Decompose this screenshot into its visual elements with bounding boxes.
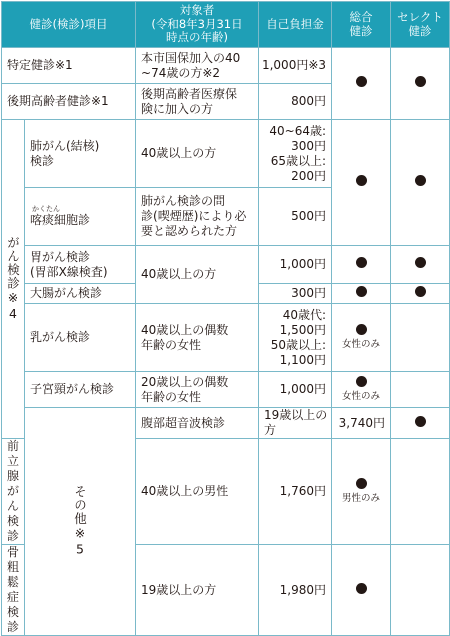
fee-cervical: 1,000円 [259, 372, 332, 408]
header-item: 健診(検診)項目 [2, 2, 136, 48]
fee-lung: 40~64歳: 300円 65歳以上: 200円 [259, 120, 332, 188]
checkup-table [1, 1, 450, 636]
fee-kouki: 800円 [259, 84, 332, 120]
mark-sogo-colon [332, 284, 391, 304]
target-tokutei: 本市国保加入の40 ~74歳の方※2 [136, 48, 259, 84]
target-abdomen: 19歳以上の方 [259, 408, 332, 439]
target-prostate: 40歳以上の男性 [136, 439, 259, 545]
category-cancer: がん検診※4 [2, 120, 25, 439]
mark-sogo-tokutei [332, 48, 391, 120]
dot-mark [356, 376, 367, 387]
item-breast: 乳がん検診 [25, 304, 136, 372]
fee-breast: 40歳代: 1,500円 50歳以上: 1,100円 [259, 304, 332, 372]
table-row-cervical [2, 372, 450, 408]
item-prostate: 前立腺がん検診 [2, 439, 25, 545]
fee-bone: 1,980円 [259, 545, 332, 636]
target-sputum: 肺がん検診の問 診(喫煙歴)により必 要と認められた方 [136, 188, 259, 246]
item-stomach: 胃がん検診 (胃部X線検査) [25, 246, 136, 284]
mark-sogo-breast: 女性のみ [332, 304, 391, 372]
item-kouki: 後期高齢者健診※1 [2, 84, 136, 120]
dot-mark [356, 76, 367, 87]
dot-mark [415, 257, 426, 268]
item-sputum: かくたん 喀痰細胞診 [25, 188, 136, 246]
dot-mark [415, 416, 426, 427]
mark-select-prostate [391, 439, 450, 545]
mark-select-stomach [391, 246, 450, 284]
table-row-breast [2, 304, 450, 372]
mark-sogo-cervical: 女性のみ [332, 372, 391, 408]
header-sogo: 総合 健診 [332, 2, 391, 48]
dot-mark [356, 583, 367, 594]
item-bone: 骨粗鬆症検診 [2, 545, 25, 636]
target-bone: 19歳以上の方 [136, 545, 259, 636]
mark-select-tokutei [391, 48, 450, 120]
mark-select-lung [391, 120, 450, 246]
fee-colon: 300円 [259, 284, 332, 304]
table-row-abdomen [2, 408, 450, 439]
target-stomach-colon: 40歳以上の方 [136, 246, 259, 304]
item-abdomen: 腹部超音波検診 [136, 408, 259, 439]
fee-prostate: 1,760円 [259, 439, 332, 545]
mark-sogo-bone [332, 545, 391, 636]
item-tokutei: 特定健診※1 [2, 48, 136, 84]
header-row [2, 2, 450, 48]
fee-stomach: 1,000円 [259, 246, 332, 284]
header-fee: 自己負担金 [259, 2, 332, 48]
mark-sogo-lung [332, 120, 391, 246]
header-target: 対象者 (令和8年3月31日 時点の年齢) [136, 2, 259, 48]
dot-mark [415, 76, 426, 87]
category-other: その他※5 [25, 408, 136, 636]
mark-select-cervical [391, 372, 450, 408]
dot-mark [356, 286, 367, 297]
target-cervical: 20歳以上の偶数 年齢の女性 [136, 372, 259, 408]
dot-mark [415, 175, 426, 186]
mark-sogo-stomach [332, 246, 391, 284]
mark-select-breast [391, 304, 450, 372]
fee-abdomen: 3,740円 [332, 408, 391, 439]
dot-mark [356, 324, 367, 335]
target-breast: 40歳以上の偶数 年齢の女性 [136, 304, 259, 372]
item-lung: 肺がん(結核) 検診 [25, 120, 136, 188]
table-row-stomach [2, 246, 450, 284]
dot-mark [415, 286, 426, 297]
dot-mark [356, 175, 367, 186]
mark-select-colon [391, 284, 450, 304]
item-colon: 大腸がん検診 [25, 284, 136, 304]
table-row-tokutei [2, 48, 450, 84]
target-kouki: 後期高齢者医療保 険に加入の方 [136, 84, 259, 120]
target-lung: 40歳以上の方 [136, 120, 259, 188]
fee-tokutei: 1,000円※3 [259, 48, 332, 84]
mark-select-bone [391, 545, 450, 636]
header-select: セレクト 健診 [391, 2, 450, 48]
dot-mark [356, 478, 367, 489]
item-cervical: 子宮頸がん検診 [25, 372, 136, 408]
mark-sogo-prostate: 男性のみ [332, 439, 391, 545]
fee-sputum: 500円 [259, 188, 332, 246]
mark-sogo-abdomen [391, 408, 450, 439]
table-row-lung [2, 120, 450, 188]
dot-mark [356, 257, 367, 268]
